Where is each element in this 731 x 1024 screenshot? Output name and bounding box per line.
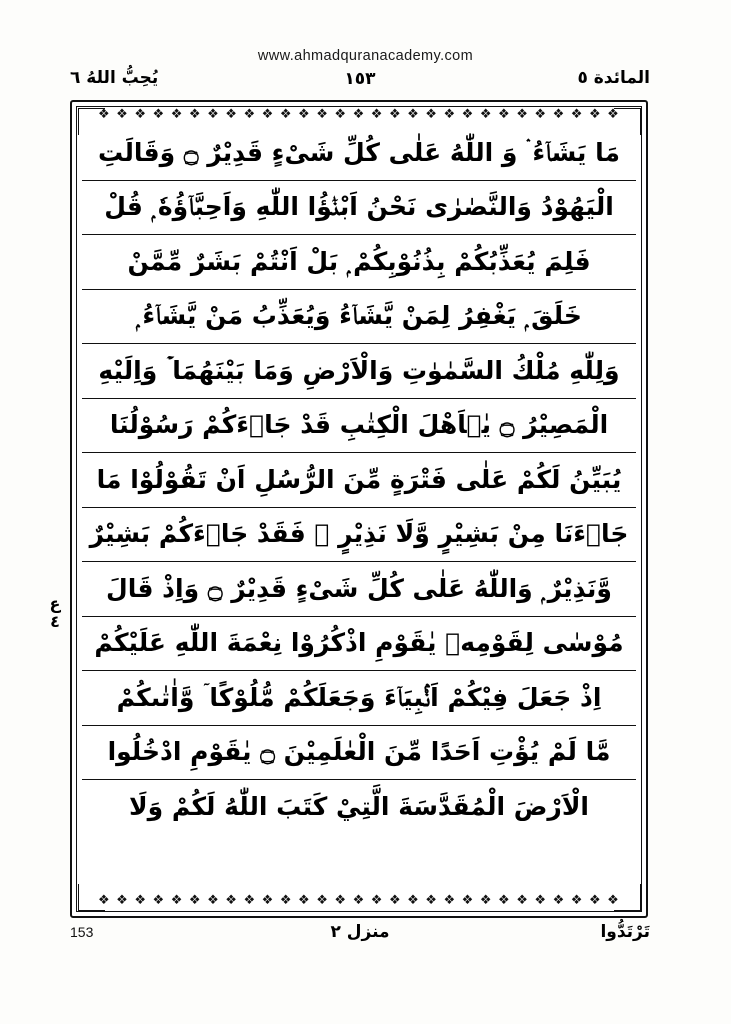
- quran-line-text: فَلِمَ يُعَذِّبُكُمْ بِذُنُوْبِكُمْ ۭ بَلْ اَنْتُمْ بَشَرٌ مِّمَّنْ: [127, 246, 591, 276]
- quran-line-text: الْاَرْضَ الْمُقَدَّسَةَ الَّتِيْ كَتَبَ اللّٰهُ لَكُمْ وَلَا: [129, 792, 589, 822]
- quran-line-text: مَا يَشَاۤءُ ۛ وَ اللّٰهُ عَلٰى كُلِّ شَىْءٍ قَدِيْرٌ ۝ وَقَالَتِ: [98, 137, 620, 167]
- quran-line-text: جَاۤءَنَا مِنْ بَشِيْرٍ وَّلَا نَذِيْرٍ ۣ فَقَدْ جَاۤءَكُمْ بَشِيْرٌ: [89, 519, 629, 549]
- header-juz-label: يُحِبُّ اللهُ ٦: [70, 68, 159, 88]
- footer-catchword: تَرْتَدُّوا: [600, 922, 650, 942]
- quran-line: [82, 453, 636, 508]
- quran-line: [82, 617, 636, 672]
- quran-line-text: خَلَقَ ۭ يَغْفِرُ لِمَنْ يَّشَاۤءُ وَيُعَذِّبُ مَنْ يَّشَاۤءُ ۭ: [136, 301, 582, 331]
- footer-page-number: 153: [70, 924, 94, 940]
- quran-line-text: يُبَيِّنُ لَكُمْ عَلٰى فَتْرَةٍ مِّنَ الرُّسُلِ اَنْ تَقُوْلُوْا مَا: [96, 464, 622, 494]
- quran-line: [82, 290, 636, 345]
- quran-line: [82, 780, 636, 835]
- ornament-pattern-top: ❖ ❖ ❖ ❖ ❖ ❖ ❖ ❖ ❖ ❖ ❖ ❖ ❖ ❖ ❖ ❖ ❖ ❖ ❖ ❖ ❖ ❖ ❖ ❖ ❖ ❖ ❖ ❖ ❖: [97, 108, 621, 122]
- quran-line: [82, 235, 636, 290]
- ornament-band-top: [78, 108, 640, 124]
- quran-line: [82, 671, 636, 726]
- quran-line-text: الْيَهُوْدُ وَالنَّصٰرٰى نَحْنُ اَبْنٰۤؤُا اللّٰهِ وَاَحِبَّاۤؤُهٗ ۭ قُلْ: [104, 192, 614, 222]
- quran-line: [82, 726, 636, 781]
- quran-line-text: وَّنَذِيْرٌ ۭ وَاللّٰهُ عَلٰى كُلِّ شَىْءٍ قَدِيْرٌ ۝ وَاِذْ قَالَ: [106, 573, 612, 603]
- watermark-text: www.ahmadquranacademy.com: [257, 48, 474, 64]
- quran-line-text: وَلِلّٰهِ مُلْكُ السَّمٰوٰتِ وَالْاَرْضِ وَمَا بَيْنَهُمَا ۡ وَاِلَيْهِ: [98, 355, 620, 385]
- quran-line: [82, 181, 636, 236]
- quran-text-block: [82, 126, 636, 894]
- ornament-pattern-bottom: ❖ ❖ ❖ ❖ ❖ ❖ ❖ ❖ ❖ ❖ ❖ ❖ ❖ ❖ ❖ ❖ ❖ ❖ ❖ ❖ ❖ ❖ ❖ ❖ ❖ ❖ ❖ ❖ ❖: [97, 894, 621, 908]
- quran-line: [82, 344, 636, 399]
- quran-line-text: مَّا لَمْ يُؤْتِ اَحَدًا مِّنَ الْعٰلَمِيْنَ ۝ يٰقَوْمِ ادْخُلُوا: [107, 737, 611, 767]
- quran-line: [82, 399, 636, 454]
- ruku-marker: ع ٤: [49, 594, 61, 632]
- page-header: [70, 68, 650, 96]
- quran-line-text: اِذْ جَعَلَ فِيْكُمْ اَنْۢبِيَاۤءَ وَجَعَلَكُمْ مُّلُوْكًا ۤ وَّاٰتٰىكُمْ: [116, 682, 602, 712]
- quran-line: [82, 126, 636, 181]
- quran-line: [82, 562, 636, 617]
- header-page-number: ١٥٣: [344, 69, 376, 89]
- quran-line-text: مُوْسٰى لِقَوْمِهٖ يٰقَوْمِ اذْكُرُوْا نِعْمَةَ اللّٰهِ عَلَيْكُمْ: [94, 628, 624, 658]
- footer-manzil-label: منزل ٢: [330, 922, 390, 942]
- quran-line: [82, 508, 636, 563]
- page-footer: [70, 922, 650, 952]
- quran-line-text: الْمَصِيْرُ ۝ يٰۤاَهْلَ الْكِتٰبِ قَدْ جَاۤءَكُمْ رَسُوْلُنَا: [109, 410, 609, 440]
- ornament-band-bottom: [78, 894, 640, 910]
- header-surah-name: المائدة ٥: [577, 68, 650, 88]
